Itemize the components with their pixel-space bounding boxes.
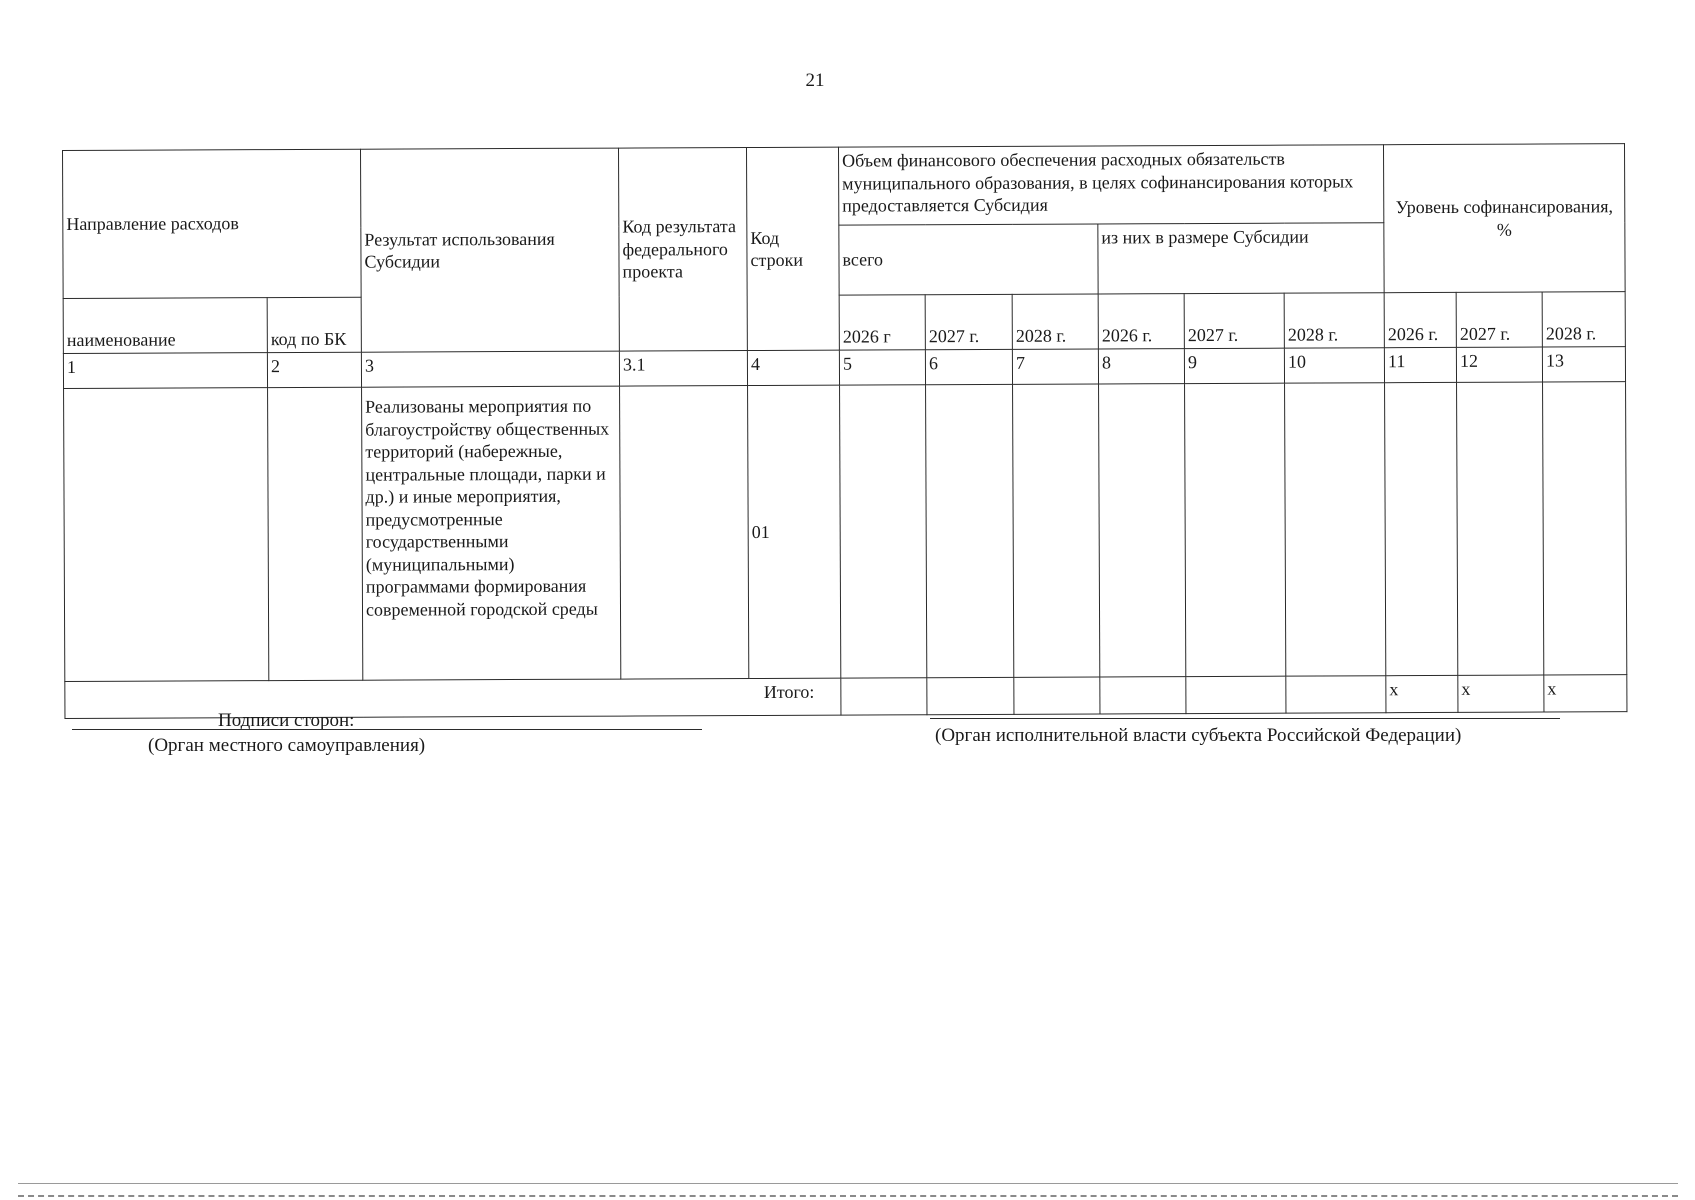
- header-year-subsidy-2027: 2027 г.: [1184, 293, 1284, 348]
- subsidy-table: [62, 143, 1627, 719]
- cell-cofinancing-2028: [1543, 382, 1627, 675]
- cell-cofinancing-2027: [1457, 382, 1544, 675]
- column-number: 6: [925, 349, 1012, 384]
- cell-total-2028: [1013, 384, 1100, 677]
- column-number: 9: [1184, 348, 1284, 383]
- column-number: 2: [267, 352, 361, 387]
- cell-subsidy-2026: [1099, 384, 1186, 677]
- total-cofinancing-2028: x: [1544, 675, 1627, 712]
- header-total: всего: [839, 224, 1098, 295]
- cell-total-2027: [926, 384, 1014, 677]
- header-name: наименование: [63, 298, 267, 354]
- signatures-title: Подписи сторон:: [218, 710, 355, 731]
- scan-artifact-line: [18, 1183, 1678, 1184]
- table-row: [64, 382, 1627, 682]
- column-number: 10: [1284, 348, 1384, 383]
- column-number: 4: [747, 350, 839, 385]
- signature-line-right: [930, 718, 1560, 719]
- column-number: 12: [1456, 347, 1542, 382]
- cell-result: Реализованы мероприятия по благоустройству общественных территорий (набережные, центральные площади, парки и др.) и иные мероприятия, предусмотренные государственными (муниципальными) программами формирования современной городской среды: [362, 386, 621, 680]
- total-subsidy-2027: [1186, 676, 1286, 713]
- header-year-cofinancing-2026: 2026 г.: [1384, 292, 1456, 347]
- cell-total-2026: [840, 385, 927, 678]
- total-subsidy-2028: [1286, 676, 1386, 713]
- column-number: 3.1: [619, 351, 747, 387]
- column-number: 3: [361, 351, 619, 387]
- cell-cofinancing-2026: [1385, 382, 1458, 675]
- header-subsidy-part: из них в размере Субсидии: [1098, 223, 1384, 294]
- total-cofinancing-2026: x: [1386, 675, 1458, 712]
- total-cofinancing-2027: x: [1458, 675, 1544, 712]
- header-year-cofinancing-2027: 2027 г.: [1456, 292, 1542, 347]
- cell-subsidy-2027: [1185, 383, 1286, 676]
- scan-artifact-line: [18, 1195, 1678, 1197]
- header-direction: Направление расходов: [63, 149, 362, 298]
- total-2028: [1014, 677, 1100, 714]
- header-year-subsidy-2026: 2026 г.: [1098, 294, 1184, 349]
- column-number: 8: [1098, 349, 1184, 384]
- column-number: 11: [1384, 347, 1456, 382]
- total-subsidy-2026: [1100, 677, 1186, 714]
- cell-federal-code: [620, 386, 749, 680]
- column-number: 7: [1012, 349, 1098, 384]
- column-number: 5: [839, 350, 925, 385]
- cell-row-code: 01: [748, 385, 841, 678]
- signature-caption-left: (Орган местного самоуправления): [148, 735, 426, 756]
- column-number: 13: [1542, 347, 1625, 382]
- page-number: 21: [805, 70, 825, 91]
- header-volume: Объем финансового обеспечения расходных обязательств муниципального образования, в целях софинансирования которых предоставляется Субсидия: [838, 145, 1383, 225]
- total-label: Итого:: [65, 678, 841, 718]
- header-year-total-2028: 2028 г.: [1012, 294, 1098, 349]
- header-year-cofinancing-2028: 2028 г.: [1542, 292, 1625, 347]
- header-cofinancing: Уровень софинансирования, %: [1384, 144, 1626, 293]
- cell-bk-code: [268, 387, 363, 680]
- header-federal-code: Код результата федерального проекта: [618, 148, 747, 352]
- header-year-total-2027: 2027 г.: [925, 294, 1012, 349]
- column-number: 1: [63, 353, 267, 389]
- cell-name: [64, 388, 269, 682]
- cell-subsidy-2028: [1285, 383, 1386, 676]
- header-year-total-2026: 2026 г: [839, 295, 925, 350]
- signature-line-left: [72, 729, 702, 730]
- total-2027: [927, 677, 1014, 714]
- header-year-subsidy-2028: 2028 г.: [1284, 293, 1384, 348]
- subsidy-table-container: [62, 143, 1626, 719]
- header-bk-code: код по БК: [267, 297, 361, 352]
- header-result: Результат использования Субсидии: [360, 148, 619, 352]
- signature-caption-right: (Орган исполнительной власти субъекта Российской Федерации): [935, 725, 1462, 746]
- total-2026: [841, 678, 927, 715]
- header-row-code: Код строки: [746, 147, 839, 350]
